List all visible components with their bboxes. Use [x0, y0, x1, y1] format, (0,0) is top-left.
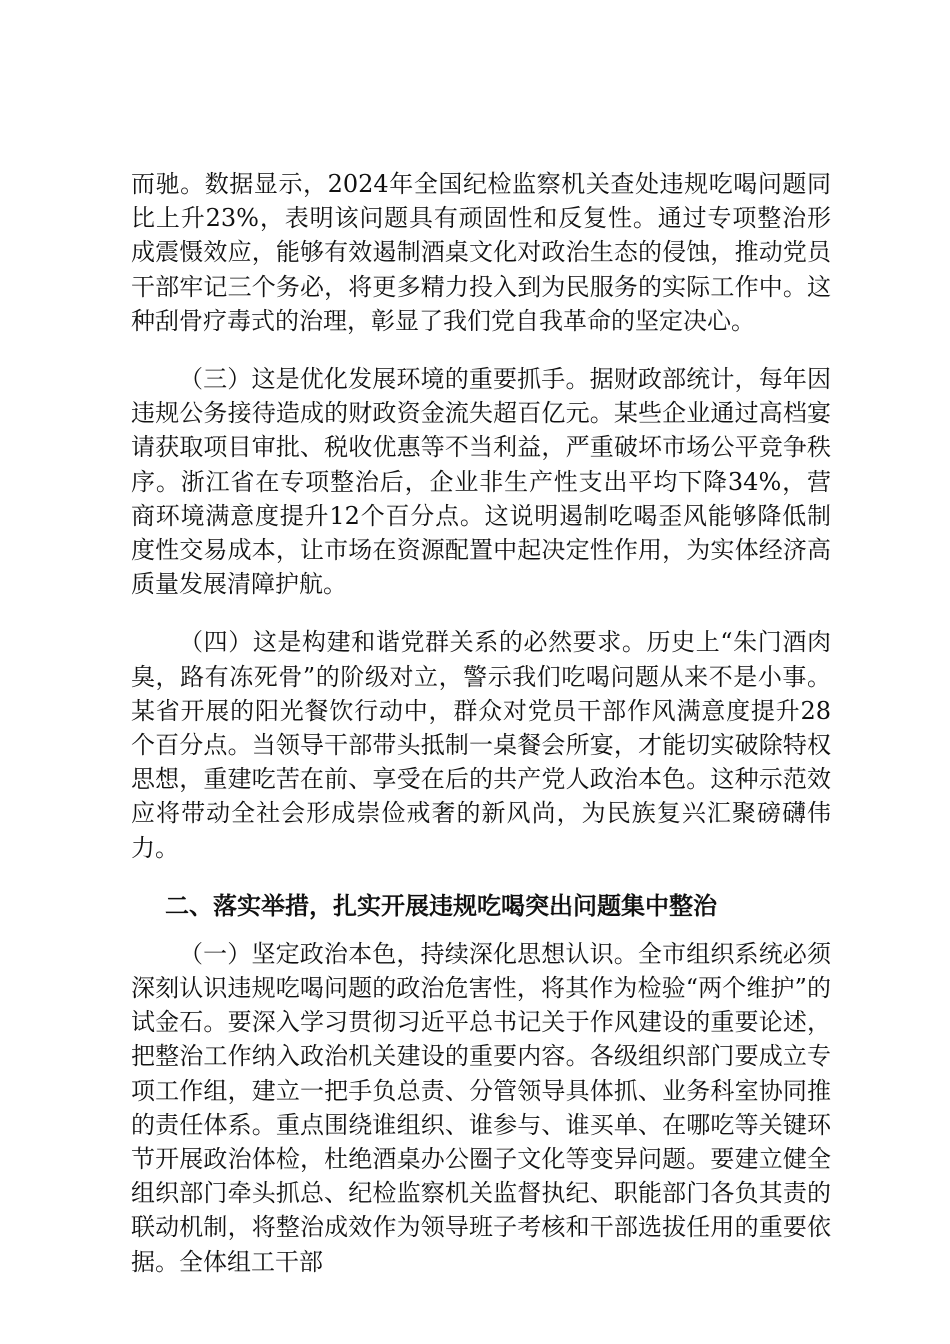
paragraph-section-four: （四）这是构建和谐党群关系的必然要求。历史上“朱门酒肉臭，路有冻死骨”的阶级对立，警示我们吃喝问题从来不是小事。某省开展的阳光餐饮行动中，群众对党员干部作风满意度提升28个百分点。当领导干部带头抵制一桌餐会所宴，才能切实破除特权思想，重建吃苦在前、享受在后的共产党人政治本色。这种示范效应将带动全社会形成崇俭戒奢的新风尚，为民族复兴汇聚磅礴伟力。 [131, 628, 831, 862]
paragraph-continuation: 而驰。数据显示，2024年全国纪检监察机关查处违规吃喝问题同比上升23%，表明该问题具有顽固性和反复性。通过专项整治形成震慑效应，能够有效遏制酒桌文化对政治生态的侵蚀，推动党员干部牢记三个务必，将更多精力投入到为民服务的实际工作中。这种刮骨疗毒式的治理，彰显了我们党自我革命的坚定决心。 [131, 170, 831, 335]
section-heading: 二、落实举措，扎实开展违规吃喝突出问题集中整治 [165, 891, 717, 920]
document-body [131, 167, 831, 1279]
paragraph-section-three: （三）这是优化发展环境的重要抓手。据财政部统计，每年因违规公务接待造成的财政资金流失超百亿元。某些企业通过高档宴请获取项目审批、税收优惠等不当利益，严重破坏市场公平竞争秩序。浙江省在专项整治后，企业非生产性支出平均下降34%，营商环境满意度提升12个百分点。这说明遏制吃喝歪风能够降低制度性交易成本，让市场在资源配置中起决定性作用，为实体经济高质量发展清障护航。 [131, 365, 831, 599]
paragraph-subsection-one: （一）坚定政治本色，持续深化思想认识。全市组织系统必须深刻认识违规吃喝问题的政治危害性，将其作为检验“两个维护”的试金石。要深入学习贯彻习近平总书记关于作风建设的重要论述，把整治工作纳入政治机关建设的重要内容。各级组织部门要成立专项工作组，建立一把手负总责、分管领导具体抓、业务科室协同推的责任体系。重点围绕谁组织、谁参与、谁买单、在哪吃等关键环节开展政治体检，杜绝酒桌办公圈子文化等变异问题。要建立健全组织部门牵头抓总、纪检监察机关监督执纪、职能部门各负其责的联动机制，将整治成效作为领导班子考核和干部选拔任用的重要依据。全体组工干部 [131, 939, 831, 1276]
